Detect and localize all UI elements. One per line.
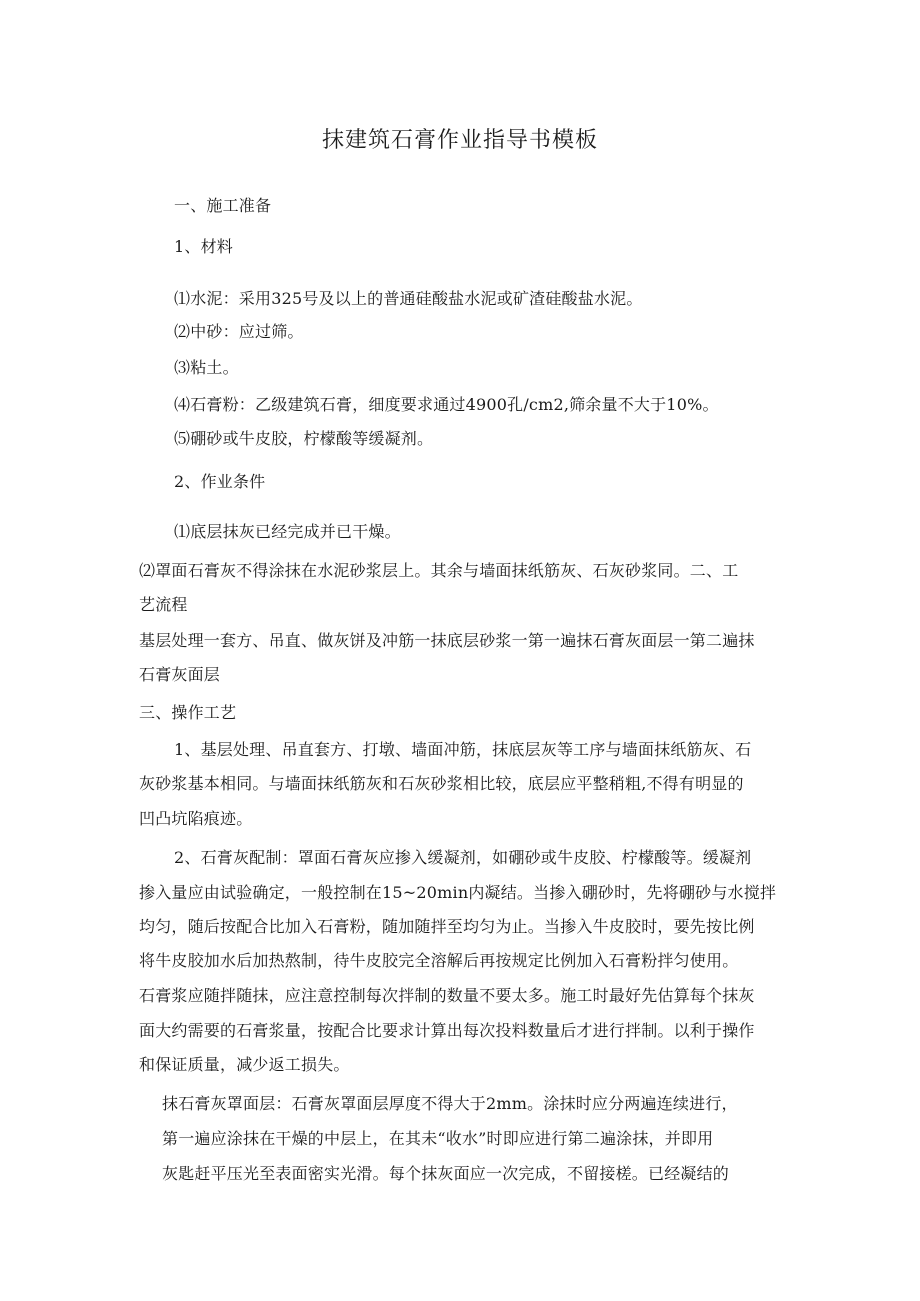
paragraph-line: 石膏浆应随拌随抹，应注意控制每次拌制的数量不要太多。施工时最好先估算每个抹灰 [139, 986, 755, 1005]
paragraph-line: 面大约需要的石膏浆量，按配合比要求计算出每次投料数量后才进行拌制。以利于操作 [139, 1021, 755, 1040]
material-item-gypsum: ⑷石膏粉：乙级建筑石膏，细度要求通过4900孔/cm2,筛余量不大于10%。 [174, 395, 719, 414]
condition-item-2: ⑵罩面石膏灰不得涂抹在水泥砂浆层上。其余与墙面抹纸筋灰、石灰砂浆同。二、工 [139, 561, 739, 580]
condition-item-2-continued: 艺流程 [139, 595, 188, 614]
condition-item-1: ⑴底层抹灰已经完成并已干燥。 [174, 522, 401, 541]
subsection-heading-conditions: 2、作业条件 [174, 472, 266, 491]
section-heading-preparation: 一、施工准备 [174, 196, 272, 215]
section-heading-operations: 三、操作工艺 [139, 703, 237, 722]
paragraph-line: 1、基层处理、吊直套方、打墩、墙面冲筋，抹底层灰等工序与墙面抹纸筋灰、石 [174, 740, 752, 759]
material-item-clay: ⑶粘土。 [174, 358, 239, 377]
paragraph-line: 将牛皮胶加水后加热熬制，待牛皮胶完全溶解后再按规定比例加入石膏粉拌匀使用。 [139, 951, 739, 970]
document-title: 抹建筑石膏作业指导书模板 [321, 128, 598, 153]
paragraph-line: 掺入量应由试验确定，一般控制在15~20min内凝结。当掺入硼砂时，先将硼砂与水搅拌 [139, 883, 777, 902]
paragraph-line: 凹凸坑陷痕迹。 [139, 809, 253, 828]
process-flow-line-1: 基层处理一套方、吊直、做灰饼及冲筋一抹底层砂浆一第一遍抹石膏灰面层一第二遍抹 [139, 631, 755, 650]
material-item-cement: ⑴水泥：采用325号及以上的普通硅酸盐水泥或矿渣硅酸盐水泥。 [174, 289, 643, 308]
material-item-sand: ⑵中砂：应过筛。 [174, 322, 304, 341]
paragraph-line: 均匀，随后按配合比加入石膏粉，随加随拌至均匀为止。当掺入牛皮胶时，要先按比例 [139, 917, 755, 936]
subsection-heading-materials: 1、材料 [174, 237, 233, 256]
paragraph-line: 灰砂浆基本相同。与墙面抹纸筋灰和石灰砂浆相比较，底层应平整稍粗,不得有明显的 [139, 774, 744, 793]
process-flow-line-2: 石膏灰面层 [139, 665, 221, 684]
paragraph-line: 抹石膏灰罩面层：石膏灰罩面层厚度不得大于2mm。涂抹时应分两遍连续进行， [162, 1094, 738, 1113]
paragraph-line: 2、石膏灰配制：罩面石膏灰应掺入缓凝剂，如硼砂或牛皮胶、柠檬酸等。缓凝剂 [174, 848, 752, 867]
paragraph-line: 第一遍应涂抹在干燥的中层上，在其未“收水”时即应进行第二遍涂抹，并即用 [162, 1129, 714, 1148]
paragraph-line: 和保证质量，减少返工损失。 [139, 1055, 350, 1074]
material-item-retarder: ⑸硼砂或牛皮胶，柠檬酸等缓凝剂。 [174, 429, 434, 448]
paragraph-line: 灰匙赶平压光至表面密实光滑。每个抹灰面应一次完成，不留接槎。已经凝结的 [162, 1164, 730, 1183]
